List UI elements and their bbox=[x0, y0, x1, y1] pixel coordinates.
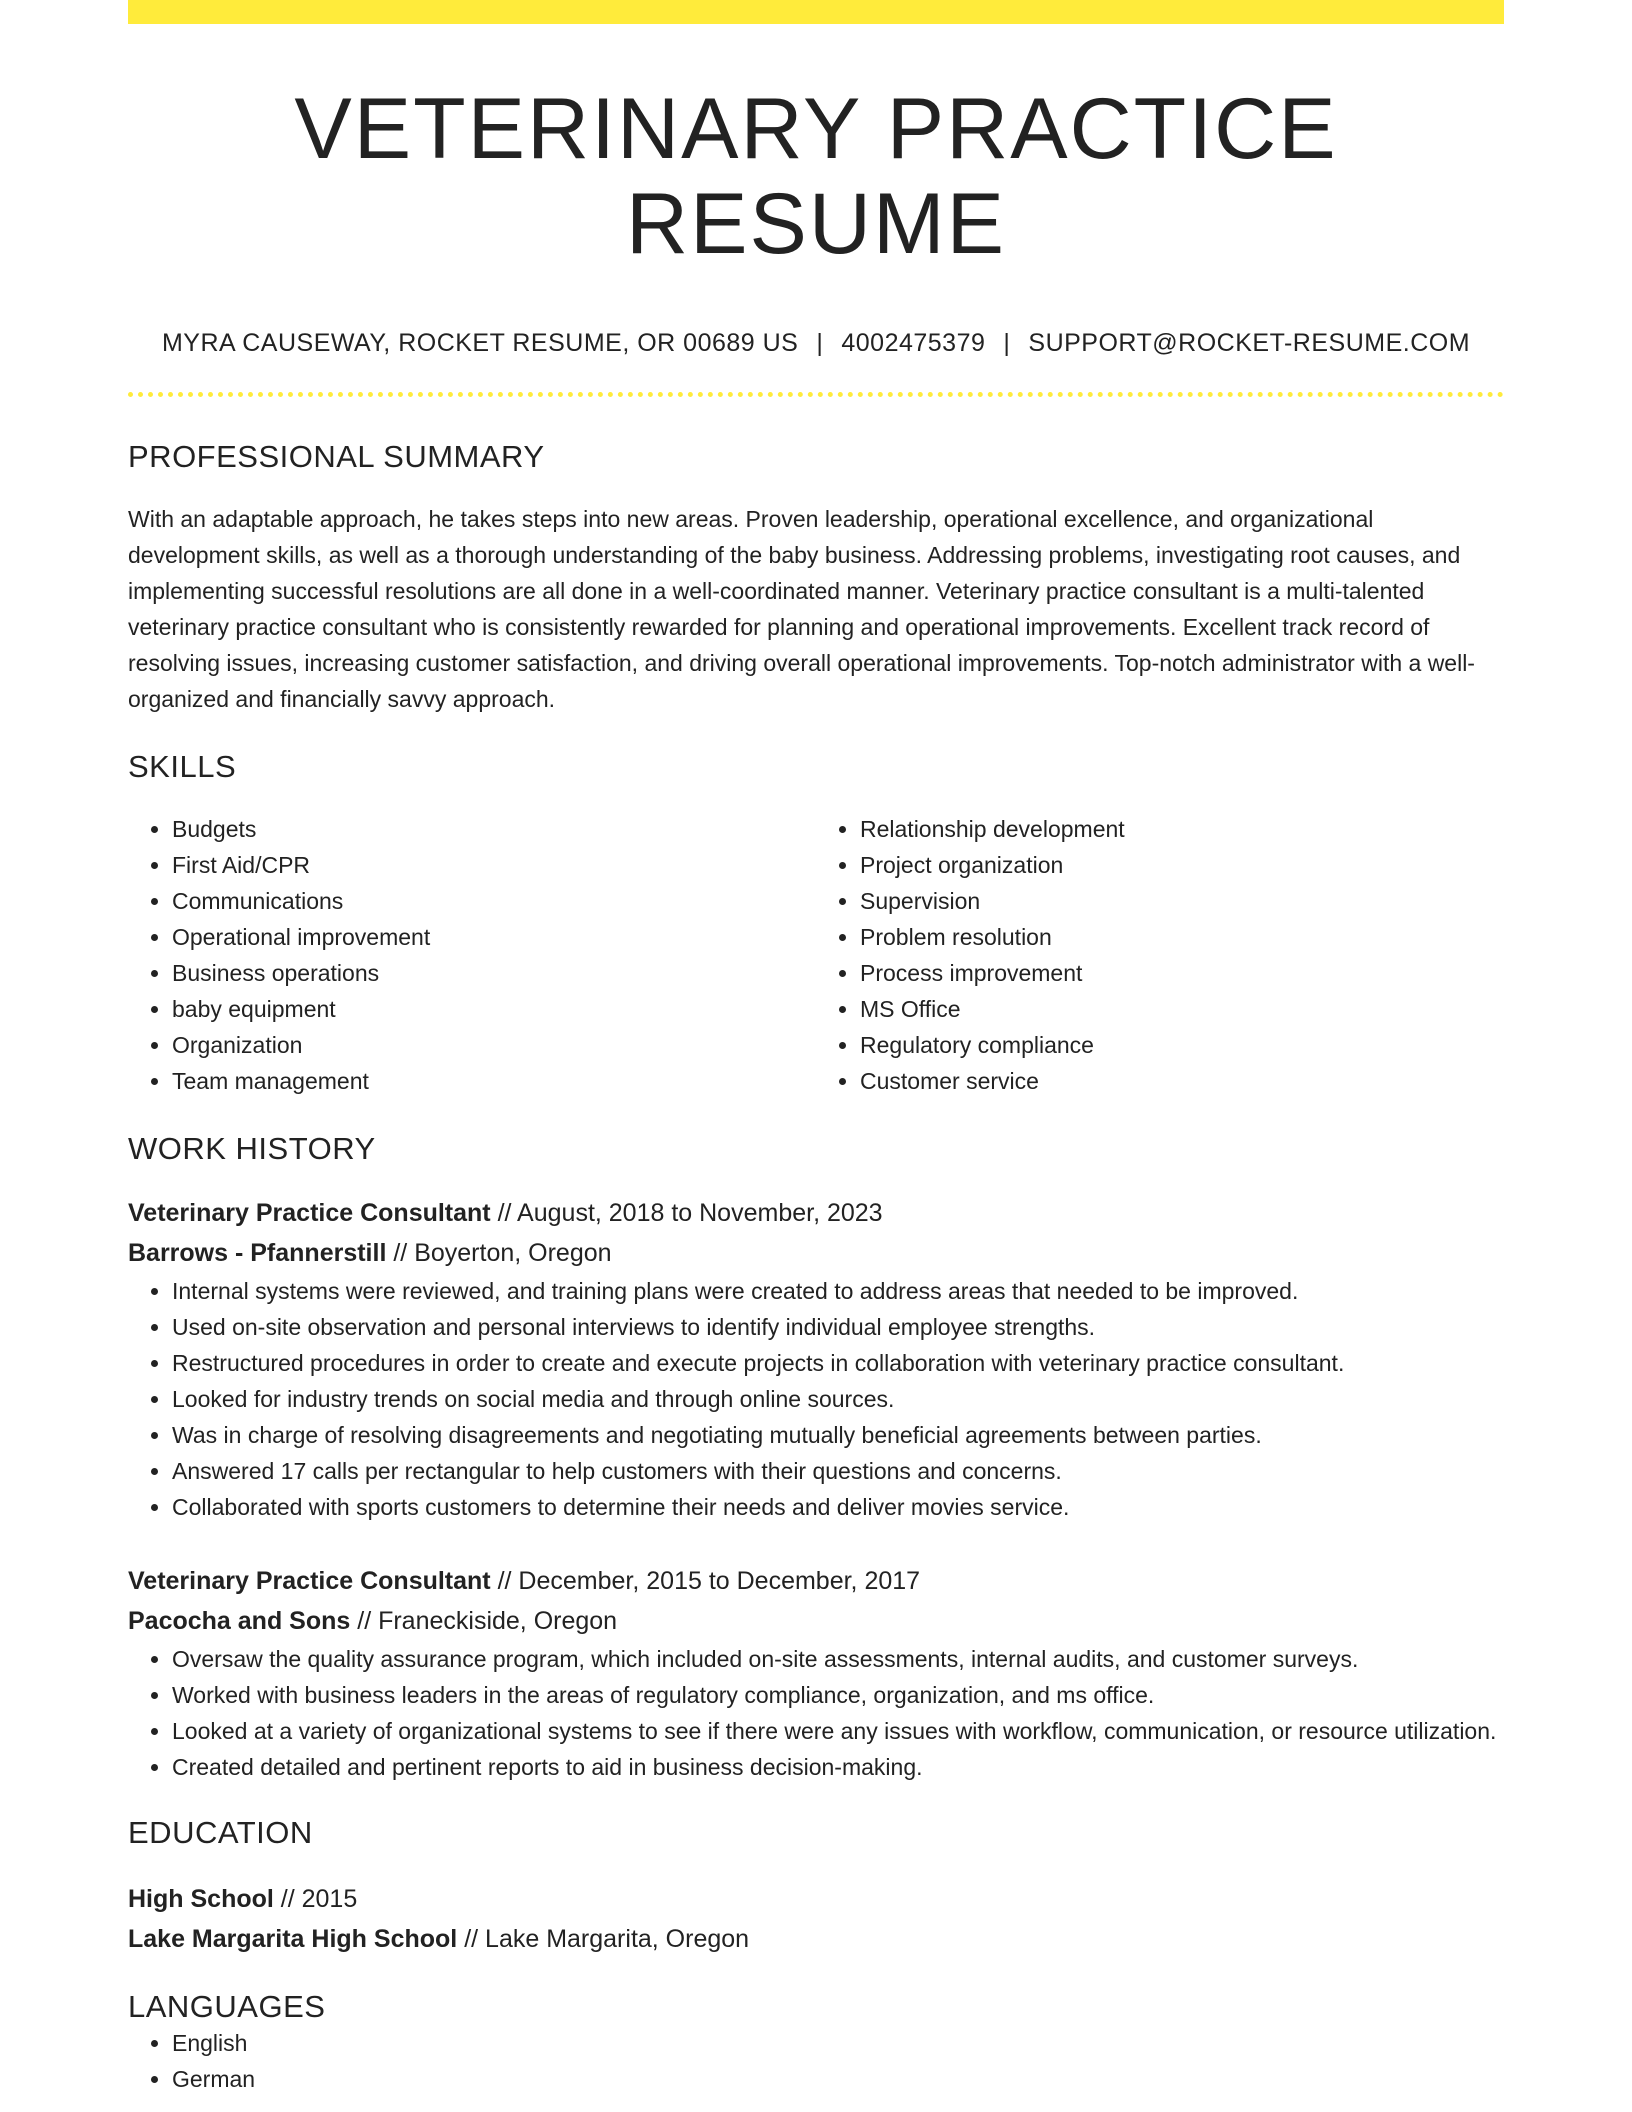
education-school-line bbox=[128, 1919, 1504, 1959]
job-company-line bbox=[128, 1233, 1504, 1273]
education-degree: High School bbox=[128, 1885, 274, 1914]
summary-text: With an adaptable approach, he takes steps into new areas. Proven leadership, operational excellence, and organizational development skills, as well as a thorough understanding of the baby business. Addressing problems, investigating root causes, and implementing successful resolutions are all done in a well-coordinated manner. Veterinary practice consultant is a multi-talented veterinary practice consultant who is consistently rewarded for planning and operational improvements. Excellent track record of resolving issues, increasing customer satisfaction, and driving overall operational improvements. Top-notch administrator with a well-organized and financially savvy approach. bbox=[128, 506, 1475, 713]
skill-item: • Team management bbox=[172, 1063, 816, 1099]
education-entry bbox=[128, 1879, 1504, 1959]
job-entry bbox=[128, 1561, 1504, 1785]
job-company: Barrows - Pfannerstill bbox=[128, 1239, 387, 1268]
job-entry bbox=[128, 1193, 1504, 1525]
skill-item: • Customer service bbox=[860, 1063, 1504, 1099]
skill-item: • Operational improvement bbox=[172, 919, 816, 955]
top-accent-bar bbox=[128, 0, 1504, 24]
contact-line bbox=[128, 329, 1504, 358]
job-duty: • Looked at a variety of organizational systems to see if there were any issues with workflow, communication, or resource utilization. bbox=[172, 1713, 1504, 1749]
job-title: Veterinary Practice Consultant bbox=[128, 1199, 491, 1228]
job-duty: • Oversaw the quality assurance program, which included on-site assessments, internal audits, and customer surveys. bbox=[172, 1641, 1504, 1677]
job-title: Veterinary Practice Consultant bbox=[128, 1567, 491, 1596]
job-title-line bbox=[128, 1193, 1504, 1233]
education-location: // Lake Margarita, Oregon bbox=[464, 1925, 750, 1954]
skill-item: • Project organization bbox=[860, 847, 1504, 883]
languages-heading: LANGUAGES bbox=[128, 1989, 326, 2025]
skill-item: • Regulatory compliance bbox=[860, 1027, 1504, 1063]
resume-title: VETERINARY PRACTICE RESUME bbox=[294, 81, 1338, 272]
contact-phone: 4002475379 bbox=[841, 329, 986, 358]
resume-content bbox=[128, 60, 1504, 2097]
job-company: Pacocha and Sons bbox=[128, 1607, 351, 1636]
education-heading: EDUCATION bbox=[128, 1815, 313, 1851]
contact-separator: | bbox=[1003, 329, 1011, 358]
job-duty: • Created detailed and pertinent reports to aid in business decision-making. bbox=[172, 1749, 1504, 1785]
work-history-heading: WORK HISTORY bbox=[128, 1131, 376, 1167]
contact-separator: | bbox=[816, 329, 824, 358]
skill-item: • Budgets bbox=[172, 811, 816, 847]
summary-heading: PROFESSIONAL SUMMARY bbox=[128, 439, 545, 475]
job-location: // Franeckiside, Oregon bbox=[357, 1607, 618, 1636]
skill-item: • Relationship development bbox=[860, 811, 1504, 847]
job-company-line bbox=[128, 1601, 1504, 1641]
job-duties-list bbox=[128, 1641, 1504, 1785]
skills-column-left bbox=[128, 811, 816, 1099]
education-school: Lake Margarita High School bbox=[128, 1925, 458, 1954]
skill-item: • Supervision bbox=[860, 883, 1504, 919]
education-year: // 2015 bbox=[280, 1885, 358, 1914]
skills-column-right bbox=[816, 811, 1504, 1099]
skills-list bbox=[128, 811, 1504, 1099]
contact-email: SUPPORT@ROCKET-RESUME.COM bbox=[1028, 329, 1471, 358]
language-item: • German bbox=[172, 2061, 1504, 2097]
skill-item: • Business operations bbox=[172, 955, 816, 991]
language-item: • English bbox=[172, 2025, 1504, 2061]
skill-item: • Communications bbox=[172, 883, 816, 919]
job-duty: • Looked for industry trends on social media and through online sources. bbox=[172, 1381, 1504, 1417]
job-duty: • Collaborated with sports customers to determine their needs and deliver movies service. bbox=[172, 1489, 1504, 1525]
education-degree-line bbox=[128, 1879, 1504, 1919]
job-duties-list bbox=[128, 1273, 1504, 1525]
job-duty: • Restructured procedures in order to create and execute projects in collaboration with veterinary practice consultant. bbox=[172, 1345, 1504, 1381]
skill-item: • Problem resolution bbox=[860, 919, 1504, 955]
job-duty: • Internal systems were reviewed, and training plans were created to address areas that needed to be improved. bbox=[172, 1273, 1504, 1309]
job-duty: • Answered 17 calls per rectangular to help customers with their questions and concerns. bbox=[172, 1453, 1504, 1489]
skills-heading: SKILLS bbox=[128, 749, 237, 785]
skill-item: • MS Office bbox=[860, 991, 1504, 1027]
languages-list bbox=[128, 2025, 1504, 2097]
job-dates: // August, 2018 to November, 2023 bbox=[497, 1199, 883, 1228]
job-duty: • Was in charge of resolving disagreements and negotiating mutually beneficial agreements between parties. bbox=[172, 1417, 1504, 1453]
skill-item: • Organization bbox=[172, 1027, 816, 1063]
job-duty: • Used on-site observation and personal interviews to identify individual employee strengths. bbox=[172, 1309, 1504, 1345]
dotted-divider bbox=[128, 392, 1504, 397]
skill-item: • baby equipment bbox=[172, 991, 816, 1027]
skill-item: • First Aid/CPR bbox=[172, 847, 816, 883]
contact-address: MYRA CAUSEWAY, ROCKET RESUME, OR 00689 US bbox=[161, 329, 799, 358]
job-location: // Boyerton, Oregon bbox=[393, 1239, 612, 1268]
job-duty: • Worked with business leaders in the areas of regulatory compliance, organization, and ms office. bbox=[172, 1677, 1504, 1713]
job-dates: // December, 2015 to December, 2017 bbox=[497, 1567, 921, 1596]
skill-item: • Process improvement bbox=[860, 955, 1504, 991]
job-title-line bbox=[128, 1561, 1504, 1601]
